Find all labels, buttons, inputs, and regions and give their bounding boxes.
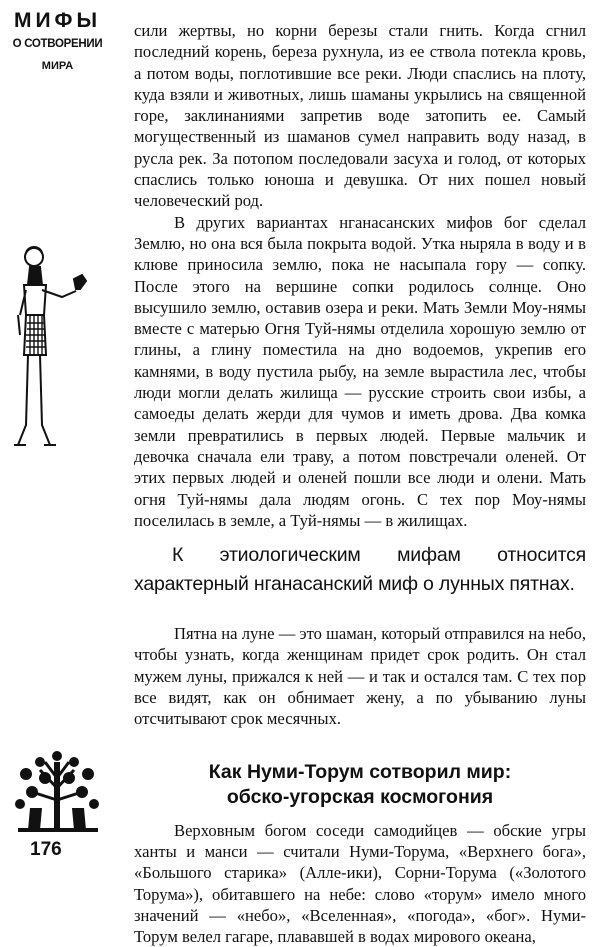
section-title-line: Как Нуми-Торум сотворил мир:	[208, 760, 512, 783]
section-title-line: обско-угорская космогония	[226, 785, 494, 808]
egyptian-god-figure-illustration	[12, 245, 92, 450]
paragraph: сили жертвы, но корни березы стали гнить. Когда сгнил последний корень, береза рухнула, из ее ствола потекла кровь, а потом воды, поглотившие все реки. Люди спаслись на плоту, куда взяли и животных, лишь шаманы укрылись на священной горе, заклинаниями запретив воде затопить ее. Самый могущественный из шаманов сумел направить воду назад, в русла рек. За потопом последовали засуха и голод, от которых спаслись только юноша и девушка. От них пошел новый человеческий род.	[134, 21, 586, 211]
chapter-subtitle: О СОТВОРЕНИИ	[12, 38, 103, 50]
tree-ornament-illustration	[10, 748, 105, 833]
chapter-subtitle-2: МИРА	[41, 60, 74, 72]
paragraph: В других вариантах нганасанских мифов бог сделал Землю, но она вся была покрыта водой. Утка ныряла в воду и в клюве приносила землю, пока не насыпала гору — сопку. После этого на вершине сопки родилось солнце. Оно высушило землю, оставив озера и реки. Мать Земли Моу-нямы вместе с матерью Огня Туй-нямы отделила хорошую землю от глины, а глину поместила на дно водоемов, укрепив его камнями, в воду пустила рыбу, на земле вырастила лес, чтобы люди могли делать жилища — русские строить свои избы, а самоеды делать жерди для чумов и иметь дрова. Два комка земли превратились в первых людей. Первые мальчик и девочка сначала ели траву, а потом повстречали оленей. От этих первых людей и оленей пошли все люди и олени. Мать огня Туй-нямы дала людям огонь. С тех пор Моу-нямы поселилась в земле, а Туй-нямы — в жилищах.	[134, 212, 586, 530]
page-number: 176	[30, 839, 62, 860]
chapter-title: МИФЫ	[13, 9, 102, 32]
paragraph: Верховным богом соседи самодийцев — обские угры ханты и манси — считали Нуми-Торума, «Верхнего бога», «Большого старика» (Алле-ики), Сорни-Торума («Золотого Торума»), обитавшего на небе: слово «торум» имело много значений — «небо», «Вселенная», «погода», «бог». Нуми-Торум велел гагаре, плававшей в водах мирового океана,	[134, 820, 586, 947]
section-title	[134, 760, 586, 810]
main-text	[134, 0, 586, 947]
lead-paragraph: К этиологическим мифам относится характерный нганасанский миф о лунных пятнах.	[134, 544, 586, 596]
chapter-header	[0, 0, 115, 73]
myth-quote: Пятна на луне — это шаман, который отправился на небо, чтобы узнать, когда женщинам придет срок родить. Он стал мужем луны, прижался к ней — и так и остался там. С тех пор все видят, как он обнимает жену, а по убыванию луны отсчитывают срок месячных.	[134, 624, 586, 729]
